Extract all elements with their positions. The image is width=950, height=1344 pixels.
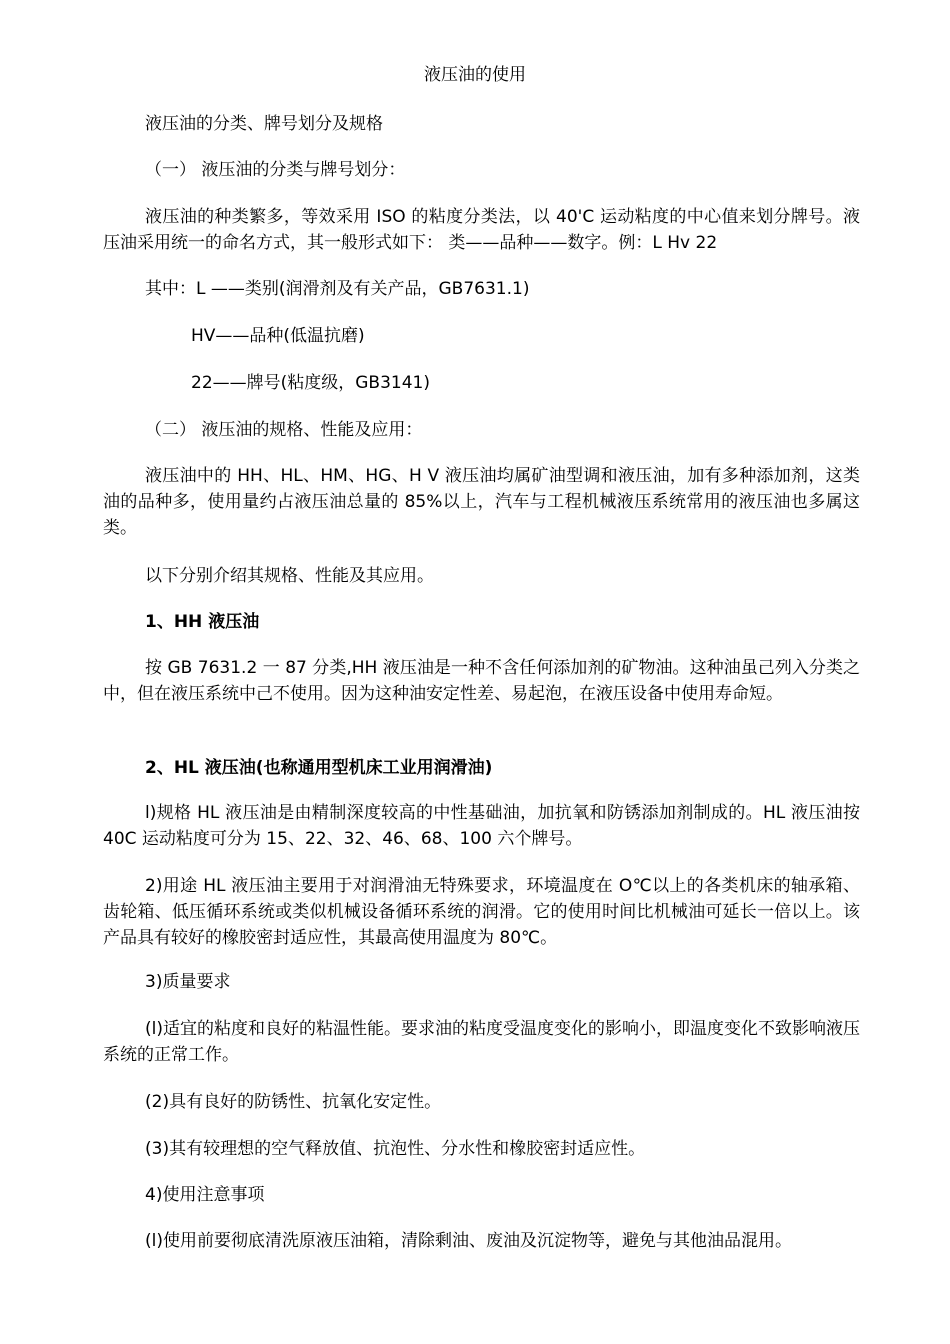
quality-item-3: (3)其有较理想的空气释放值、抗泡性、分水性和橡胶密封适应性。 bbox=[145, 1139, 646, 1159]
subsection-heading-2: （二） 液压油的规格、性能及应用： bbox=[145, 420, 423, 440]
paragraph-mineral-oil: 液压油中的 HH、HL、HM、HG、H V 液压油均属矿油型调和液压油，加有多种添加剂，这类油的品种多，使用量约占液压油总量的 85%以上，汽车与工程机械液压系统常用的液压油也多属这类。 bbox=[103, 466, 860, 538]
section-heading: 液压油的分类、牌号划分及规格 bbox=[145, 114, 383, 134]
paragraph-hl-spec: l)规格 HL 液压油是由精制深度较高的中性基础油，加抗氧和防锈添加剂制成的。HL 液压油按 40C 运动粘度可分为 15、22、32、46、68、100 六个牌号。 bbox=[103, 803, 860, 849]
naming-explanation-22: 22——牌号(粘度级，GB3141) bbox=[191, 373, 430, 393]
quality-item-2: (2)具有良好的防锈性、抗氧化安定性。 bbox=[145, 1092, 442, 1112]
naming-explanation-hv: HV——品种(低温抗磨) bbox=[191, 326, 365, 346]
notes-item-1: (l)使用前要彻底清洗原液压油箱，清除剩油、废油及沉淀物等，避免与其他油品混用。 bbox=[145, 1231, 792, 1251]
quality-item-1: (l)适宜的粘度和良好的粘温性能。要求油的粘度受温度变化的影响小，即温度变化不致影响液压系统的正常工作。 bbox=[103, 1019, 860, 1065]
naming-explanation-l: 其中：L ——类别(润滑剂及有关产品，GB7631.1) bbox=[145, 279, 530, 299]
paragraph-intro: 以下分别介绍其规格、性能及其应用。 bbox=[145, 566, 434, 586]
paragraph-hl-use: 2)用途 HL 液压油主要用于对润滑油无特殊要求，环境温度在 O℃以上的各类机床的轴承箱、齿轮箱、低压循环系统或类似机械设备循环系统的润滑。它的使用时间比机械油可延长一倍以上。该产品具有较好的橡胶密封适应性，其最高使用温度为 80℃。 bbox=[103, 876, 860, 948]
document-title: 液压油的使用 bbox=[424, 65, 526, 85]
paragraph-hh: 按 GB 7631.2 一 87 分类,HH 液压油是一种不含任何添加剂的矿物油。这种油虽己列入分类之中，但在液压系统中己不使用。因为这种油安定性差、易起泡，在液压设备中使用寿命短。 bbox=[103, 658, 860, 704]
item-heading-hh: 1、HH 液压油 bbox=[145, 612, 260, 632]
notes-heading: 4)使用注意事项 bbox=[145, 1185, 265, 1205]
quality-heading: 3)质量要求 bbox=[145, 972, 231, 992]
paragraph-classification: 液压油的种类繁多，等效采用 ISO 的粘度分类法，以 40'C 运动粘度的中心值来划分牌号。液压油采用统一的命名方式，其一般形式如下： 类——品种——数字。例：L Hv 22 bbox=[103, 207, 860, 253]
subsection-heading-1: （一） 液压油的分类与牌号划分： bbox=[145, 160, 406, 180]
item-heading-hl: 2、HL 液压油(也称通用型机床工业用润滑油) bbox=[145, 758, 493, 778]
